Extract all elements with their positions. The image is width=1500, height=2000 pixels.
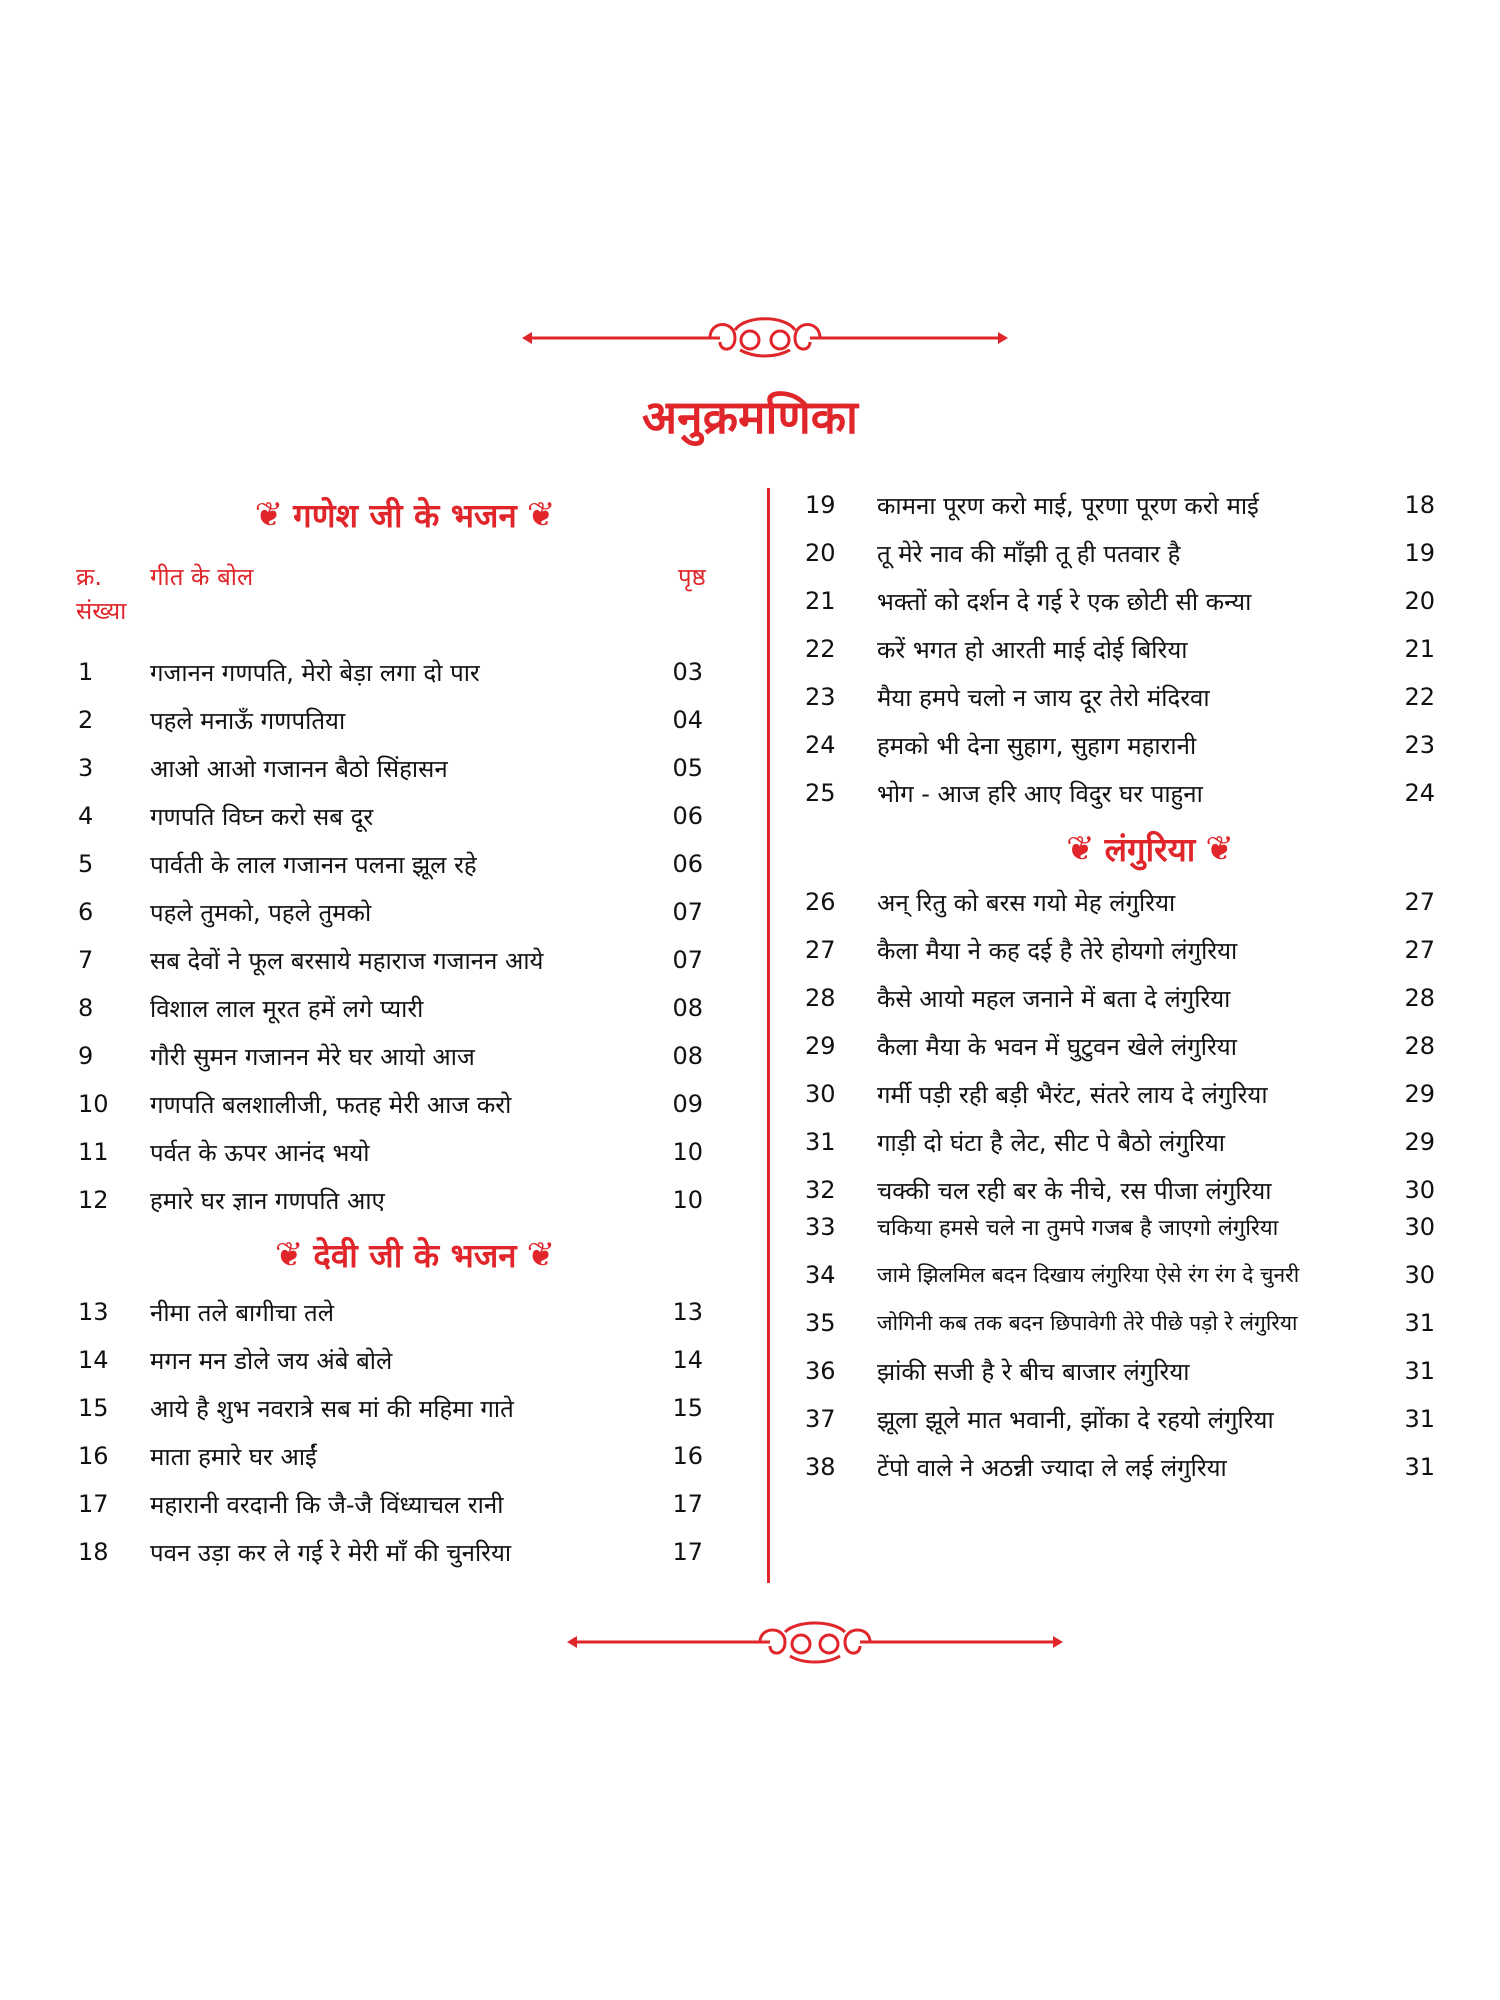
item-title: चकिया हमसे चले ना तुमपे गजब है जाएगो लंगुरिया [877, 1216, 1279, 1241]
item-page: 15 [672, 1394, 703, 1422]
list-item [805, 579, 1435, 623]
leaf-ornament-icon: ❦ [254, 494, 284, 535]
item-page: 31 [1404, 1405, 1435, 1433]
item-title: कैला मैया के भवन में घुटुवन खेले लंगुरिया [877, 1032, 1237, 1061]
item-page: 30 [1404, 1261, 1435, 1289]
section-title-text: देवी जी के भजन [313, 1236, 517, 1275]
item-number: 38 [805, 1453, 836, 1481]
item-number: 13 [78, 1298, 109, 1326]
item-page: 14 [672, 1346, 703, 1374]
item-number: 3 [78, 754, 94, 782]
list-item [805, 675, 1435, 719]
item-title: करें भगत हो आरती माई दोई बिरिया [877, 635, 1188, 664]
item-title: हमको भी देना सुहाग, सुहाग महारानी [877, 731, 1197, 760]
list-item [805, 1253, 1435, 1297]
list-item [78, 986, 718, 1030]
item-page: 17 [672, 1490, 703, 1518]
item-number: 1 [78, 658, 94, 686]
list-item [78, 938, 718, 982]
list-item [78, 794, 718, 838]
item-page: 07 [672, 946, 703, 974]
list-item [78, 1386, 718, 1430]
item-page: 22 [1404, 683, 1435, 711]
item-number: 32 [805, 1176, 836, 1204]
item-title: सब देवों ने फूल बरसाये महाराज गजानन आये [150, 946, 544, 975]
section-title-text: लंगुरिया [1104, 830, 1196, 869]
item-page: 18 [1404, 491, 1435, 519]
list-item [805, 928, 1435, 972]
list-item [805, 1072, 1435, 1116]
item-title: माता हमारे घर आईं [150, 1442, 317, 1471]
item-title: झूला झूले मात भवानी, झोंका दे रहयो लंगुरिया [877, 1405, 1274, 1434]
header-lyrics: गीत के बोल [150, 563, 254, 591]
item-number: 33 [805, 1213, 836, 1241]
section-title-text: गणेश जी के भजन [293, 496, 517, 535]
list-item [78, 1034, 718, 1078]
item-page: 04 [672, 706, 703, 734]
list-item [78, 698, 718, 742]
item-title: पर्वत के ऊपर आनंद भयो [150, 1138, 370, 1167]
item-number: 31 [805, 1128, 836, 1156]
leaf-ornament-icon: ❦ [526, 1234, 556, 1275]
item-title: जोगिनी कब तक बदन छिपावेगी तेरे पीछे पड़ो रे लंगुरिया [877, 1311, 1298, 1335]
item-page: 23 [1404, 731, 1435, 759]
list-item [805, 1349, 1435, 1393]
item-page: 17 [672, 1538, 703, 1566]
item-number: 30 [805, 1080, 836, 1108]
list-item [78, 842, 718, 886]
item-number: 14 [78, 1346, 109, 1374]
item-number: 10 [78, 1090, 109, 1118]
list-item [78, 1482, 718, 1526]
list-item [78, 1434, 718, 1478]
item-number: 27 [805, 936, 836, 964]
bottom-ornament-icon [565, 1618, 1065, 1668]
list-item [805, 1024, 1435, 1068]
page-title: अनुक्रमणिका [642, 390, 858, 444]
item-number: 8 [78, 994, 94, 1022]
item-number: 18 [78, 1538, 109, 1566]
item-page: 16 [672, 1442, 703, 1470]
item-title: पार्वती के लाल गजानन पलना झूल रहे [150, 850, 477, 879]
item-title: जामे झिलमिल बदन दिखाय लंगुरिया ऐसे रंग रंग दे चुनरी [877, 1263, 1300, 1287]
item-number: 23 [805, 683, 836, 711]
item-title: गाड़ी दो घंटा है लेट, सीट पे बैठो लंगुरिया [877, 1128, 1225, 1157]
list-item [78, 1082, 718, 1126]
item-number: 9 [78, 1042, 94, 1070]
item-page: 06 [672, 850, 703, 878]
list-item [78, 1130, 718, 1174]
item-number: 36 [805, 1357, 836, 1385]
item-number: 37 [805, 1405, 836, 1433]
item-page: 05 [672, 754, 703, 782]
item-number: 16 [78, 1442, 109, 1470]
list-item [805, 1397, 1435, 1441]
item-title: महारानी वरदानी कि जै-जै विंध्याचल रानी [150, 1490, 504, 1519]
item-number: 29 [805, 1032, 836, 1060]
item-number: 2 [78, 706, 94, 734]
item-title: चक्की चल रही बर के नीचे, रस पीजा लंगुरिया [877, 1176, 1272, 1205]
item-number: 34 [805, 1261, 836, 1289]
item-title: भोग - आज हरि आए विदुर घर पाहुना [877, 779, 1203, 808]
item-title: गर्मी पड़ी रही बड़ी भैरंट, संतरे लाय दे लंगुरिया [877, 1080, 1268, 1109]
item-number: 17 [78, 1490, 109, 1518]
item-page: 24 [1404, 779, 1435, 807]
column-divider [767, 488, 770, 1583]
item-page: 08 [672, 994, 703, 1022]
item-number: 6 [78, 898, 94, 926]
item-title: गजानन गणपति, मेरो बेड़ा लगा दो पार [150, 658, 480, 687]
item-page: 10 [672, 1186, 703, 1214]
item-page: 13 [672, 1298, 703, 1326]
item-page: 07 [672, 898, 703, 926]
list-item [78, 1338, 718, 1382]
item-number: 24 [805, 731, 836, 759]
item-page: 31 [1404, 1453, 1435, 1481]
item-title: गणपति विघ्न करो सब दूर [150, 802, 374, 831]
item-page: 27 [1404, 936, 1435, 964]
item-title: गौरी सुमन गजानन मेरे घर आयो आज [150, 1042, 475, 1071]
item-title: पहले मनाऊँ गणपतिया [150, 706, 346, 735]
top-ornament-icon [520, 310, 1010, 360]
list-item [805, 771, 1435, 815]
item-number: 26 [805, 888, 836, 916]
item-number: 5 [78, 850, 94, 878]
item-page: 28 [1404, 1032, 1435, 1060]
item-title: आओ आओ गजानन बैठो सिंहासन [150, 754, 448, 783]
list-item [805, 1445, 1435, 1489]
list-item [805, 976, 1435, 1020]
list-item [78, 746, 718, 790]
item-number: 21 [805, 587, 836, 615]
list-item [805, 1205, 1435, 1249]
section-title-ganesh [180, 492, 630, 537]
item-page: 31 [1404, 1309, 1435, 1337]
item-page: 03 [672, 658, 703, 686]
item-page: 31 [1404, 1357, 1435, 1385]
leaf-ornament-icon: ❦ [1066, 828, 1095, 869]
section-title-languriya [1020, 826, 1280, 871]
item-title: तू मेरे नाव की माँझी तू ही पतवार है [877, 539, 1181, 568]
item-number: 19 [805, 491, 836, 519]
list-item [805, 723, 1435, 767]
header-page: पृष्ठ [678, 563, 706, 591]
list-item [805, 627, 1435, 671]
leaf-ornament-icon: ❦ [274, 1234, 304, 1275]
item-page: 09 [672, 1090, 703, 1118]
item-title: पवन उड़ा कर ले गई रे मेरी माँ की चुनरिया [150, 1538, 512, 1567]
list-item [805, 880, 1435, 924]
leaf-ornament-icon: ❦ [1205, 828, 1234, 869]
item-page: 20 [1404, 587, 1435, 615]
item-title: आये है शुभ नवरात्रे सब मां की महिमा गाते [150, 1394, 514, 1423]
item-page: 30 [1404, 1213, 1435, 1241]
item-number: 28 [805, 984, 836, 1012]
list-item [805, 1120, 1435, 1164]
item-page: 30 [1404, 1176, 1435, 1204]
item-page: 27 [1404, 888, 1435, 916]
item-page: 29 [1404, 1080, 1435, 1108]
item-number: 22 [805, 635, 836, 663]
item-title: भक्तों को दर्शन दे गई रे एक छोटी सी कन्या [877, 587, 1252, 616]
item-page: 29 [1404, 1128, 1435, 1156]
item-number: 35 [805, 1309, 836, 1337]
item-number: 20 [805, 539, 836, 567]
section-title-devi [215, 1232, 615, 1277]
list-item [78, 650, 718, 694]
item-title: गणपति बलशालीजी, फतह मेरी आज करो [150, 1090, 512, 1119]
item-title: टेंपो वाले ने अठन्नी ज्यादा ले लई लंगुरिया [877, 1453, 1227, 1482]
item-title: पहले तुमको, पहले तुमको [150, 898, 372, 927]
item-page: 21 [1404, 635, 1435, 663]
leaf-ornament-icon: ❦ [526, 494, 556, 535]
item-title: कामना पूरण करो माई, पूरणा पूरण करो माई [877, 491, 1259, 520]
item-page: 19 [1404, 539, 1435, 567]
item-title: मगन मन डोले जय अंबे बोले [150, 1346, 393, 1375]
list-item [805, 531, 1435, 575]
item-title: कैला मैया ने कह दई है तेरे होयगो लंगुरिया [877, 936, 1238, 965]
item-number: 7 [78, 946, 94, 974]
item-title: विशाल लाल मूरत हमें लगे प्यारी [150, 994, 424, 1023]
item-title: हमारे घर ज्ञान गणपति आए [150, 1186, 385, 1215]
item-number: 11 [78, 1138, 109, 1166]
item-number: 12 [78, 1186, 109, 1214]
item-title: झांकी सजी है रे बीच बाजार लंगुरिया [877, 1357, 1190, 1386]
list-item [78, 1178, 718, 1222]
item-title: कैसे आयो महल जनाने में बता दे लंगुरिया [877, 984, 1231, 1013]
item-title: अन् रितु को बरस गयो मेह लंगुरिया [877, 888, 1176, 917]
list-item [805, 483, 1435, 527]
item-page: 10 [672, 1138, 703, 1166]
header-serial [76, 560, 126, 628]
item-page: 08 [672, 1042, 703, 1070]
item-number: 4 [78, 802, 94, 830]
list-item [78, 890, 718, 934]
item-page: 06 [672, 802, 703, 830]
item-number: 25 [805, 779, 836, 807]
list-item [805, 1301, 1435, 1345]
item-page: 28 [1404, 984, 1435, 1012]
header-serial-line1: क्र. [76, 563, 103, 591]
item-title: नीमा तले बागीचा तले [150, 1298, 334, 1327]
header-serial-line2: संख्या [76, 597, 127, 625]
list-item [78, 1530, 718, 1574]
item-title: मैया हमपे चलो न जाय दूर तेरो मंदिरवा [877, 683, 1210, 712]
item-number: 15 [78, 1394, 109, 1422]
list-item [78, 1290, 718, 1334]
